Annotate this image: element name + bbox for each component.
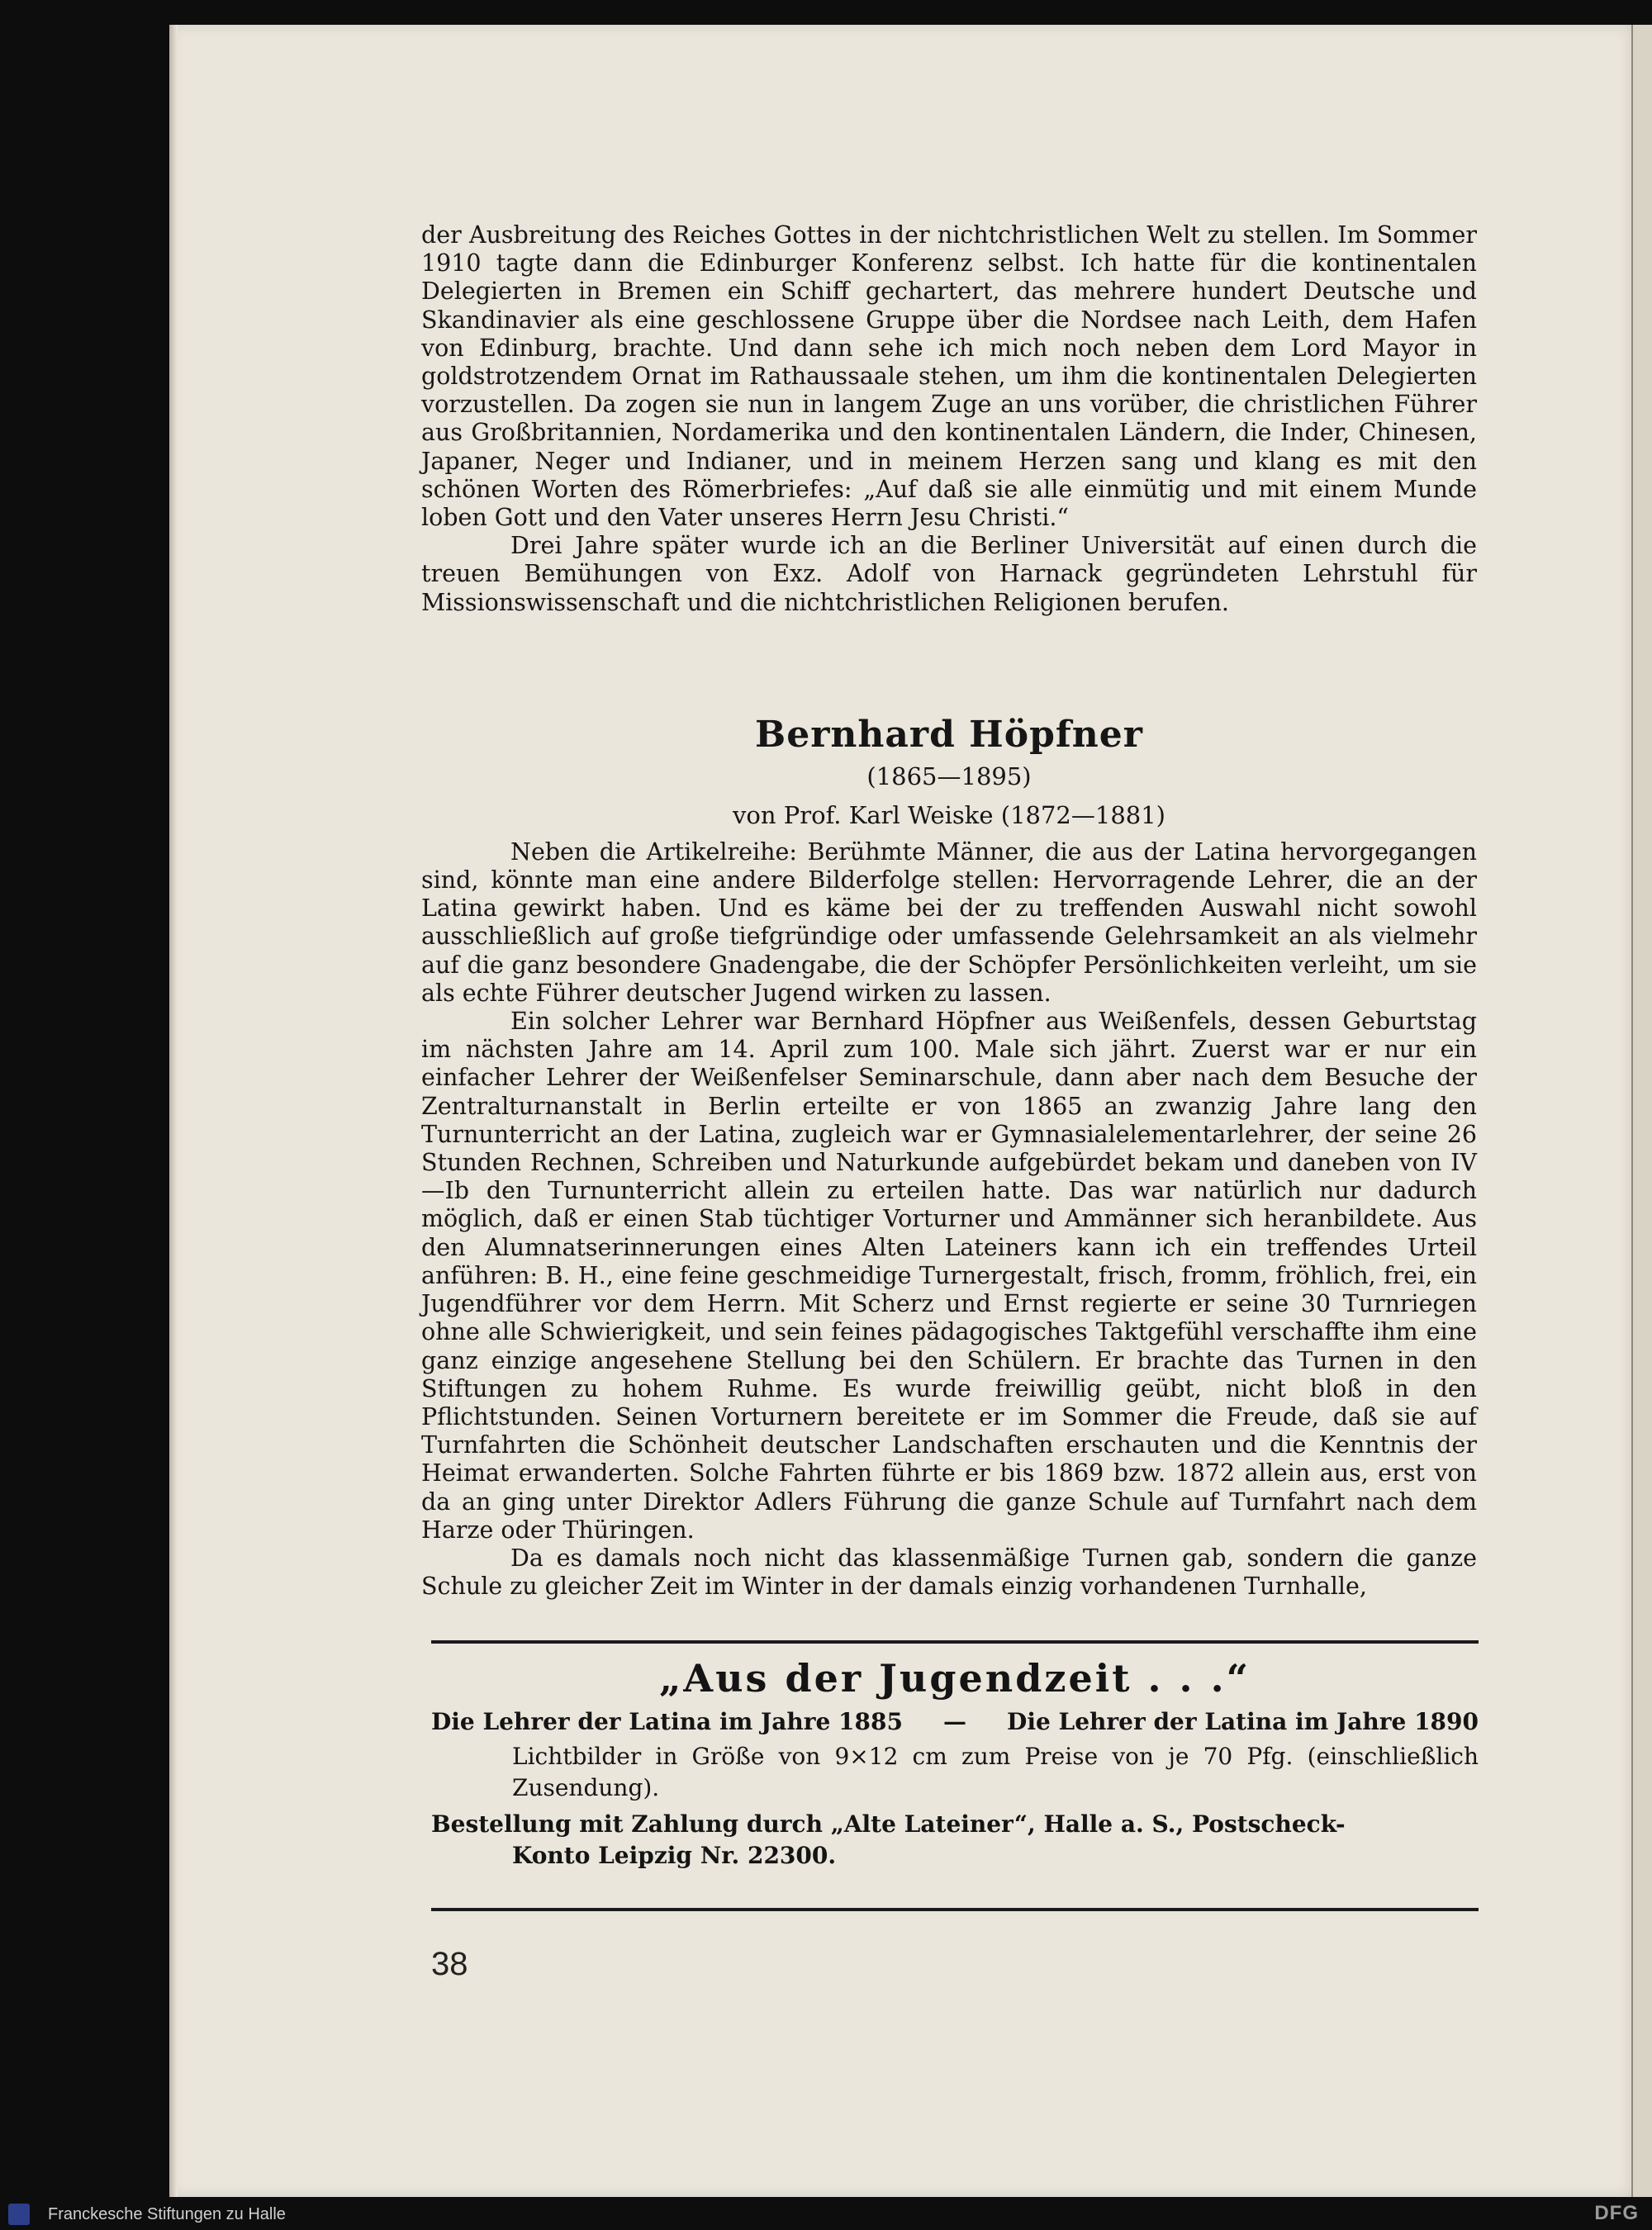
advertisement-order-line-1: Bestellung mit Zahlung durch „Alte Lateiner“, Halle a. S., Postscheck- bbox=[431, 1810, 1346, 1838]
article-byline: von Prof. Karl Weiske (1872—1881) bbox=[733, 800, 1165, 829]
advertisement-items bbox=[431, 1706, 1479, 1738]
article-years: (1865—1895) bbox=[866, 762, 1032, 790]
advertisement-item-1890: Die Lehrer der Latina im Jahre 1890 bbox=[1007, 1708, 1479, 1735]
advertisement-order bbox=[431, 1809, 1479, 1872]
advertisement-description: Lichtbilder in Größe von 9×12 cm zum Preise von je 70 Pfg. (einschließlich Zusendung). bbox=[512, 1743, 1479, 1801]
article-paragraph-3: Da es damals noch nicht das klassenmäßige Turnen gab, sondern die ganze Schule zu gleicher Zeit im Winter in der damals einzig vorhandenen Turnhalle, bbox=[421, 1544, 1477, 1601]
viewer-footer bbox=[0, 2197, 1652, 2230]
page-number: 38 bbox=[431, 1946, 468, 1982]
advertisement-item-1885: Die Lehrer der Latina im Jahre 1885 bbox=[431, 1708, 903, 1735]
advertisement-box bbox=[431, 1640, 1479, 1911]
advertisement-title: „Aus der Jugendzeit . . .“ bbox=[658, 1656, 1251, 1701]
article-title: Bernhard Höpfner bbox=[755, 713, 1143, 756]
intro-paragraph-1: der Ausbreitung des Reiches Gottes in der nichtchristlichen Welt zu stellen. Im Sommer 1910 tagte dann die Edinburger Konferenz selbst. Ich hatte für die kontinentalen Delegierten in Bremen ein Schiff gechartert, das mehrere hundert Deutsche und Skandinavier als eine geschlossene Gruppe über die Nordsee nach Leith, dem Hafen von Edinburg, brachte. Und dann sehe ich mich noch neben dem Lord Mayor in goldstrotzendem Ornat im Rathaussaale stehen, um ihm die kontinentalen Delegierten vorzustellen. Da zogen sie nun in langem Zuge an uns vorüber, die christlichen Führer aus Großbritannien, Nordamerika und den kontinentalen Ländern, die Inder, Chinesen, Japaner, Neger und Indianer, und in meinem Herzen sang und klang es mit den schönen Worten des Römerbriefes: „Auf daß sie alle einmütig und mit einem Munde loben Gott und den Vater unseres Herrn Jesu Christi.“ bbox=[421, 221, 1477, 532]
institution-name: Franckesche Stiftungen zu Halle bbox=[48, 2205, 286, 2223]
institution-logo-icon bbox=[8, 2204, 30, 2225]
dfg-logo: DFG bbox=[1594, 2202, 1639, 2224]
advertisement-order-line-2: Konto Leipzig Nr. 22300. bbox=[512, 1842, 837, 1869]
article-paragraph-2: Ein solcher Lehrer war Bernhard Höpfner aus Weißenfels, dessen Geburtstag im nächsten Jahre am 14. April zum 100. Male sich jährt. Zuerst war er nur ein einfacher Lehrer der Weißenfelser Seminarschule, dann aber nach dem Besuche der Zentralturnanstalt in Berlin erteilte er von 1865 an zwanzig Jahre lang den Turnunterricht an der Latina, zugleich war er Gymnasialelementarlehrer, der seine 26 Stunden Rechnen, Schreiben und Naturkunde aufgebürdet bekam und daneben von IV—Ib den Turnunterricht allein zu erteilen hatte. Das war natürlich nur dadurch möglich, daß er einen Stab tüchtiger Vorturner und Ammänner sich heranbildete. Aus den Alumnatserinnerungen eines Alten Lateiners kann ich ein treffendes Urteil anführen: B. H., eine feine geschmeidige Turnergestalt, frisch, fromm, fröhlich, frei, ein Jugendführer vor dem Herrn. Mit Scherz und Ernst regierte er seine 30 Turnriegen ohne alle Schwierigkeit, und sein feines pädagogisches Taktgefühl verschaffte ihm eine ganz einzige angesehene Stellung bei den Schülern. Er brachte das Turnen in den Stiftungen zu hohem Ruhme. Es wurde freiwillig geübt, nicht bloß in den Pflichtstunden. Seinen Vorturnern bereitete er im Sommer die Freude, daß sie auf Turnfahrten die Schönheit deutscher Landschaften erschauten und die Kenntnis der Heimat erwanderten. Solche Fahrten führte er bis 1869 bzw. 1872 allein aus, erst von da an ging unter Direktor Adlers Führung die ganze Schule auf Turnfahrt nach dem Harze oder Thüringen. bbox=[421, 1008, 1477, 1544]
article-paragraph-1: Neben die Artikelreihe: Berühmte Männer, die aus der Latina hervorgegangen sind, könnte man eine andere Bilderfolge stellen: Hervorragende Lehrer, die an der Latina gewirkt haben. Und es käme bei der zu treffenden Auswahl nicht sowohl ausschließlich auf große tiefgründige oder umfassende Gelehrsamkeit an als vielmehr auf die ganz besondere Gnadengabe, die der Schöpfer Persönlichkeiten verleiht, um sie als echte Führer deutscher Jugend wirken zu lassen. bbox=[421, 837, 1477, 1007]
intro-paragraph-2: Drei Jahre später wurde ich an die Berliner Universität auf einen durch die treuen Bemühungen von Exz. Adolf von Harnack gegründeten Lehrstuhl für Missionswissenschaft und die nichtchristlichen Religionen berufen. bbox=[421, 532, 1477, 616]
advertisement-separator: — bbox=[943, 1708, 966, 1735]
page-text bbox=[421, 221, 1477, 1601]
adjacent-page-edge bbox=[1631, 25, 1652, 2197]
page-edge-shadow bbox=[169, 25, 178, 2197]
